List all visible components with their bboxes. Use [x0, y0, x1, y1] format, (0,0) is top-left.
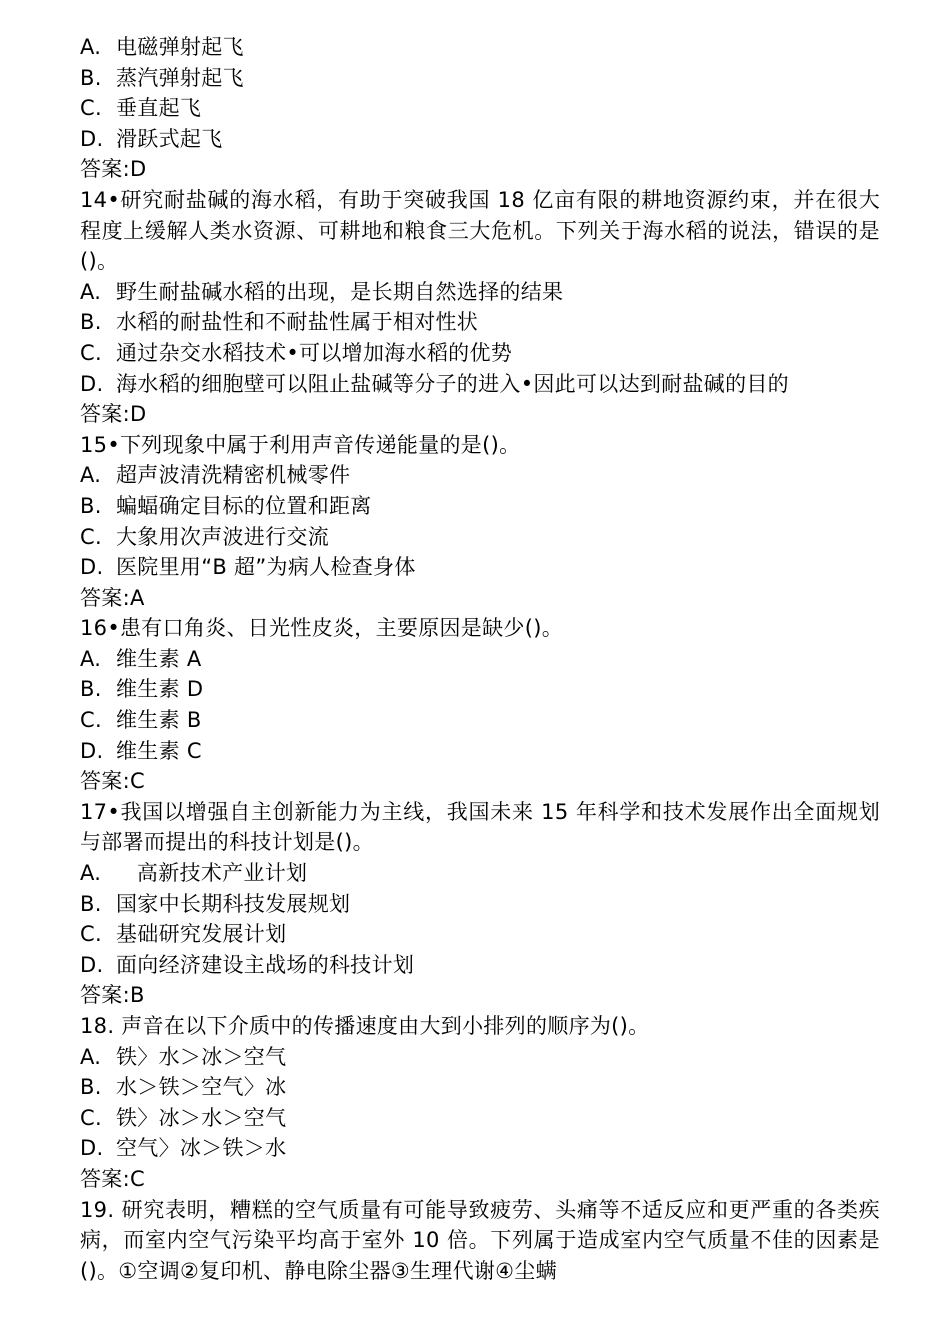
option-line	[80, 1042, 880, 1073]
answer-line: 答案:D	[80, 402, 147, 427]
option-key: D.	[80, 555, 104, 580]
option-text: 海水稻的细胞壁可以阻止盐碱等分子的进入•因此可以达到耐盐碱的目的	[116, 371, 789, 396]
option-line	[80, 307, 880, 338]
option-text: 铁〉冰＞水＞空气	[116, 1105, 287, 1130]
option-text: 维生素 D	[116, 677, 204, 702]
option-line	[80, 552, 880, 583]
question-text: 14•研究耐盐碱的海水稻，有助于突破我国 18 亿亩有限的耕地资源约束，并在很大程度上缓解人类水资源、可耕地和粮食三大危机。下列关于海水稻的说法，错误的是()。	[80, 187, 880, 274]
option-line	[80, 460, 880, 491]
option-key: A.	[80, 279, 102, 304]
question-text: 18. 声音在以下介质中的传播速度由大到小排列的顺序为()。	[80, 1014, 650, 1038]
document-page	[80, 32, 880, 1286]
option-key: C.	[80, 340, 102, 365]
option-text: 基础研究发展计划	[116, 922, 287, 947]
option-key: D.	[80, 952, 104, 977]
option-key: D.	[80, 371, 104, 396]
option-text: 滑跃式起飞	[116, 126, 223, 151]
option-text: 蒸汽弹射起飞	[116, 65, 244, 90]
option-line	[80, 1103, 880, 1134]
option-line	[80, 32, 880, 63]
option-line	[80, 705, 880, 736]
option-key: A.	[80, 646, 102, 671]
option-key: D.	[80, 126, 104, 151]
option-text: 高新技术产业计划	[116, 861, 308, 886]
option-line	[80, 736, 880, 767]
option-line	[80, 858, 880, 889]
option-text: 国家中长期科技发展规划	[116, 891, 351, 916]
option-key: D.	[80, 738, 104, 763]
option-text: 垂直起飞	[116, 96, 202, 121]
answer-line: 答案:C	[80, 1166, 145, 1191]
option-key: C.	[80, 96, 102, 121]
option-line	[80, 674, 880, 705]
option-line	[80, 950, 880, 981]
answer-line: 答案:B	[80, 983, 145, 1008]
option-key: B.	[80, 65, 102, 90]
option-key: C.	[80, 922, 102, 947]
option-line	[80, 522, 880, 553]
option-text: 通过杂交水稻技术•可以增加海水稻的优势	[116, 340, 513, 365]
option-line	[80, 889, 880, 920]
answer-line: 答案:D	[80, 157, 147, 182]
option-key: D.	[80, 1136, 104, 1161]
option-text: 水＞铁＞空气〉冰	[116, 1075, 287, 1100]
option-text: 超声波清洗精密机械零件	[116, 463, 351, 488]
option-key: C.	[80, 1105, 102, 1130]
option-text: 维生素 B	[116, 708, 202, 733]
option-text: 蝙蝠确定目标的位置和距离	[116, 493, 372, 518]
option-line	[80, 491, 880, 522]
option-line	[80, 338, 880, 369]
option-text: 电磁弹射起飞	[116, 35, 244, 59]
question-text: 19. 研究表明，糟糕的空气质量有可能导致疲劳、头痛等不适反应和更严重的各类疾病，而室内空气污染平均高于室外 10 倍。下列属于造成室内空气质量不佳的因素是()。①空调②复印机、静电除尘器③生理代谢④尘螨	[80, 1197, 880, 1283]
question-text: 15•下列现象中属于利用声音传递能量的是()。	[80, 432, 521, 457]
option-key: B.	[80, 310, 102, 335]
option-key: B.	[80, 891, 102, 916]
option-key: B.	[80, 677, 102, 702]
option-line	[80, 93, 880, 124]
option-text: 面向经济建设主战场的科技计划	[116, 952, 415, 977]
option-key: A.	[80, 1044, 102, 1069]
option-line	[80, 1133, 880, 1164]
option-line	[80, 919, 880, 950]
option-key: B.	[80, 493, 102, 518]
option-line	[80, 63, 880, 94]
option-key: A.	[80, 463, 102, 488]
option-line	[80, 124, 880, 155]
question-text: 17•我国以增强自主创新能力为主线，我国未来 15 年科学和技术发展作出全面规划与部署而提出的科技计划是()。	[80, 799, 880, 855]
option-key: A.	[80, 35, 102, 59]
option-key: A.	[80, 861, 102, 886]
answer-line: 答案:A	[80, 585, 145, 610]
option-text: 维生素 A	[116, 646, 202, 671]
option-text: 空气〉冰＞铁＞水	[116, 1136, 287, 1161]
option-text: 野生耐盐碱水稻的出现，是长期自然选择的结果	[116, 279, 564, 304]
option-line	[80, 277, 880, 308]
option-key: B.	[80, 1075, 102, 1100]
option-text: 维生素 C	[116, 738, 202, 763]
option-line	[80, 644, 880, 675]
option-key: C.	[80, 708, 102, 733]
option-line	[80, 1072, 880, 1103]
question-text: 16•患有口角炎、日光性皮炎，主要原因是缺少()。	[80, 616, 563, 641]
option-text: 医院里用“B 超”为病人检查身体	[116, 555, 416, 580]
option-line	[80, 369, 880, 400]
option-key: C.	[80, 524, 102, 549]
option-text: 大象用次声波进行交流	[116, 524, 329, 549]
option-text: 水稻的耐盐性和不耐盐性属于相对性状	[116, 310, 479, 335]
answer-line: 答案:C	[80, 769, 145, 794]
option-text: 铁〉水＞冰＞空气	[116, 1044, 287, 1069]
